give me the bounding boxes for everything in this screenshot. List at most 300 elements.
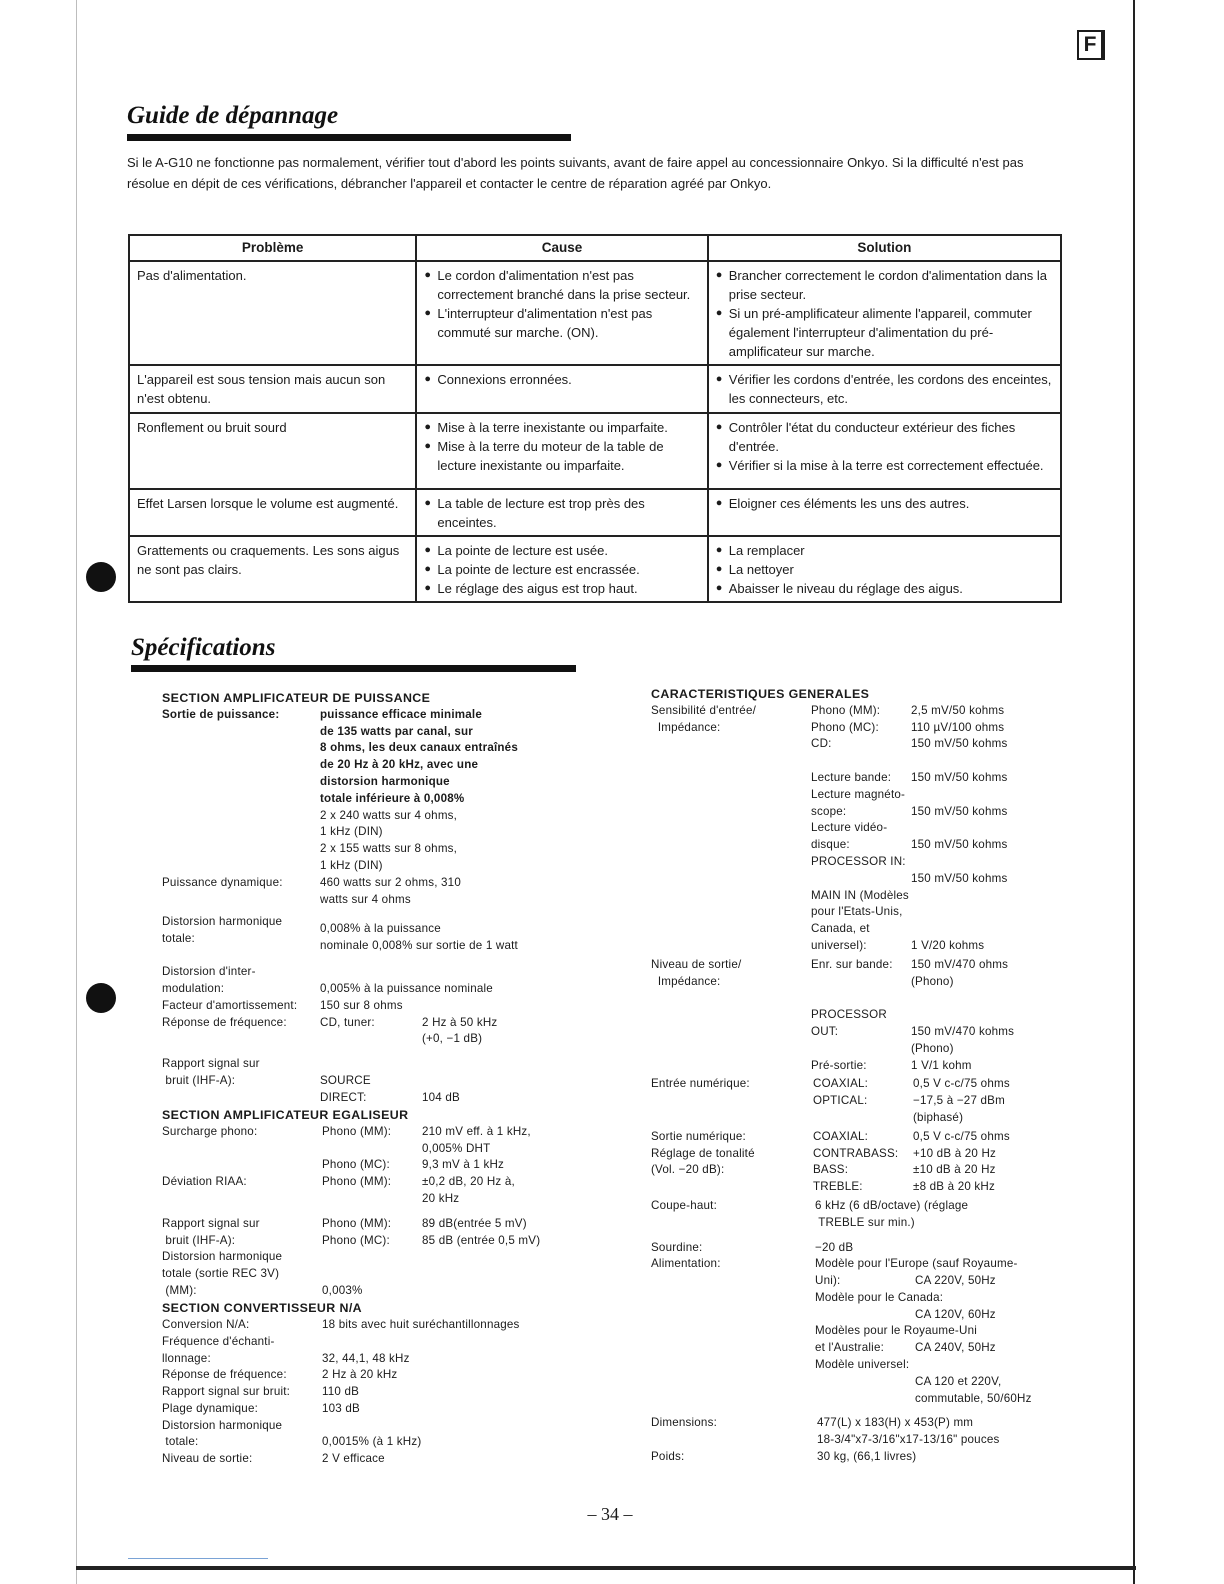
- spec-key-group: [162, 1317, 322, 1334]
- spec-row: [813, 1146, 1071, 1163]
- section-heading: SECTION AMPLIFICATEUR EGALISEUR: [162, 1107, 409, 1122]
- spec-value: 103 dB: [322, 1401, 360, 1415]
- spec-key-group: [811, 736, 911, 753]
- spec-label: Sensibilité d'entrée/: [651, 703, 757, 717]
- header-cause: Cause: [416, 235, 707, 261]
- solutions-list: [716, 266, 1053, 361]
- spec-value: 110 dB: [322, 1385, 360, 1399]
- spec-value: 477(L) x 183(H) x 453(P) mm: [817, 1416, 974, 1430]
- list-item: ● La pointe de lecture est usée.: [424, 541, 699, 560]
- spec-value: [911, 820, 1007, 837]
- spec-key-group: [162, 1401, 322, 1418]
- spec-label: Lecture bande:: [811, 770, 892, 784]
- spec-label: Enr. sur bande:: [811, 957, 893, 971]
- spec-label: totale:: [162, 932, 195, 946]
- spec-value-group: [913, 1093, 1005, 1127]
- spec-label: PROCESSOR: [811, 1008, 887, 1022]
- title-underline: [131, 665, 576, 672]
- spec-value: −20 dB: [815, 1240, 854, 1254]
- spec-value: 6 kHz (6 dB/octave) (réglage: [815, 1198, 969, 1212]
- spec-value: 0,005% à la puissance nominale: [320, 981, 493, 995]
- spec-row: [813, 1076, 1071, 1093]
- spec-value: −17,5 à −27 dBm: [913, 1094, 1005, 1108]
- solution-cell: [708, 413, 1061, 489]
- spec-label: Facteur d'amortissement:: [162, 998, 298, 1012]
- spec-label: et l'Australie:: [815, 1341, 885, 1355]
- spec-label: BASS:: [813, 1163, 849, 1177]
- spec-row: [811, 957, 1069, 991]
- right-page-edge: [1133, 0, 1135, 1584]
- spec-label: Lecture magnéto-: [811, 787, 906, 801]
- list-item: ● Contrôler l'état du conducteur extérieur des fiches d'entrée.: [716, 418, 1053, 456]
- spec-value: totale inférieure à 0,008%: [320, 791, 465, 805]
- spec-value: [911, 888, 984, 905]
- punch-hole-icon: [86, 983, 116, 1013]
- spec-key-group: [811, 703, 911, 720]
- spec-key-group: [162, 1334, 322, 1368]
- list-item: ● La pointe de lecture est encrassée.: [424, 560, 699, 579]
- spec-value: 2 x 155 watts sur 8 ohms,: [320, 842, 458, 856]
- spec-label: Conversion N/A:: [162, 1317, 250, 1331]
- spec-value: 1 kHz (DIN): [320, 825, 383, 839]
- punch-hole-icon: [86, 562, 116, 592]
- spec-row: [811, 720, 1069, 737]
- spec-row: [813, 1162, 1071, 1179]
- cause-cell: [416, 261, 707, 365]
- power-line: [815, 1307, 1065, 1324]
- spec-label: Réponse de fréquence:: [162, 1368, 287, 1382]
- spec-label: Déviation RIAA:: [162, 1175, 247, 1189]
- spec-value: 0,5 V c-c/75 ohms: [913, 1129, 1010, 1143]
- problem-cell: Grattements ou craquements. Les sons aigus ne sont pas clairs.: [129, 536, 416, 602]
- troubleshooting-intro: Si le A-G10 ne fonctionne pas normalement, vérifier tout d'abord les points suivants, avant de faire appel au concessionnaire Onkyo. Si la difficulté n'est pas résolue en dépit de ces vérifications, débrancher l'appareil et contacter le centre de réparation agréé par Onkyo.: [127, 155, 1024, 191]
- section-heading: CARACTERISTIQUES GENERALES: [651, 687, 870, 701]
- spec-label: Surcharge phono:: [162, 1124, 258, 1138]
- spec-key-group: [811, 820, 911, 854]
- power-line: [815, 1273, 1065, 1290]
- spec-value: CA 120 et 220V,: [915, 1374, 1002, 1388]
- left-page-edge: [76, 0, 77, 1584]
- spec-value: 110 µV/100 ohms: [911, 720, 1005, 734]
- spec-value-group: [911, 720, 1004, 737]
- spec-value: 8 ohms, les deux canaux entraînés: [320, 741, 518, 755]
- spec-row: [811, 1007, 1069, 1057]
- spec-value-group: [911, 888, 984, 955]
- table-row: [129, 261, 1061, 365]
- spec-value: ±8 dB à 20 kHz: [913, 1180, 995, 1194]
- problem-cell: Pas d'alimentation.: [129, 261, 416, 365]
- spec-value: 32, 44,1, 48 kHz: [322, 1351, 410, 1365]
- spec-value-group: [911, 1007, 1014, 1057]
- spec-label: [815, 1391, 915, 1408]
- spec-value: (Phono): [911, 1041, 954, 1055]
- spec-label: Pré-sortie:: [811, 1058, 867, 1072]
- spec-label: [815, 1374, 915, 1391]
- spec-value: 104 dB: [422, 1091, 460, 1105]
- spec-label: MAIN IN (Modèles: [811, 888, 909, 902]
- spec-value: CA 240V, 50Hz: [915, 1341, 996, 1355]
- spec-sublabel: Phono (MC):: [322, 1158, 390, 1172]
- spec-label: Poids:: [651, 1450, 685, 1464]
- spec-row: [811, 787, 1069, 821]
- table-row: [129, 536, 1061, 602]
- spec-label: OPTICAL:: [813, 1094, 868, 1108]
- spec-label: universel):: [811, 938, 867, 952]
- spec-value: (Phono): [911, 974, 954, 988]
- cause-cell: [416, 489, 707, 536]
- spec-label: CONTRABASS:: [813, 1146, 899, 1160]
- causes-list: [424, 370, 699, 389]
- spec-value: +10 dB à 20 Hz: [913, 1146, 997, 1160]
- specs-right-column: [651, 686, 1071, 1466]
- spec-label: CD:: [811, 737, 832, 751]
- spec-value-group: [911, 787, 1007, 821]
- spec-label: Distorsion harmonique: [162, 1250, 283, 1264]
- spec-label: [811, 871, 911, 888]
- spec-label: totale:: [162, 1435, 199, 1449]
- spec-key-group: [811, 1007, 911, 1057]
- spec-row: [811, 703, 1069, 720]
- spec-value: distorsion harmonique: [320, 774, 450, 788]
- spec-row: [162, 1401, 592, 1418]
- spec-sublabel: DIRECT:: [320, 1090, 367, 1104]
- spec-label: Niveau de sortie:: [162, 1452, 253, 1466]
- causes-list: [424, 494, 699, 532]
- spec-value: CA 220V, 50Hz: [915, 1274, 996, 1288]
- specifications-title: Spécifications: [131, 634, 276, 661]
- spec-value: 150 mV/470 ohms: [911, 957, 1009, 971]
- spec-value-group: [322, 1451, 385, 1468]
- spec-value: 2 x 240 watts sur 4 ohms,: [320, 808, 458, 822]
- spec-label: Impédance:: [651, 974, 721, 988]
- power-line: [815, 1256, 1065, 1273]
- spec-label: Distorsion harmonique: [162, 915, 283, 929]
- solutions-list: [716, 370, 1053, 408]
- spec-value-group: [322, 1418, 421, 1452]
- spec-value: 150 mV/470 kohms: [911, 1024, 1015, 1038]
- power-line: [815, 1340, 1065, 1357]
- spec-value: TREBLE sur min.): [815, 1215, 915, 1229]
- spec-key-group: [811, 753, 911, 770]
- spec-label: [815, 1307, 915, 1324]
- spec-label: (MM):: [162, 1283, 197, 1297]
- spec-row: [162, 1317, 592, 1334]
- spec-value: 2 Hz à 20 kHz: [322, 1368, 398, 1382]
- specs-left-column: [162, 690, 592, 1468]
- list-item: ● Connexions erronnées.: [424, 370, 699, 389]
- spec-row: [811, 990, 1069, 1007]
- spec-row: [162, 1418, 592, 1452]
- spec-key-group: [811, 990, 911, 1007]
- spec-label: Phono (MM):: [811, 703, 881, 717]
- spec-value-group: [911, 957, 1008, 991]
- spec-value: 2 Hz à 50 kHz: [422, 1015, 498, 1029]
- list-item: ● Eloigner ces éléments les uns des autres.: [716, 494, 1053, 513]
- spec-label: Rapport signal sur bruit:: [162, 1385, 291, 1399]
- spec-value: 89 dB(entrée 5 mV): [422, 1216, 527, 1230]
- list-item: ● Mise à la terre inexistante ou imparfaite.: [424, 418, 699, 437]
- spec-value: 210 mV eff. à 1 kHz,: [422, 1124, 531, 1138]
- spec-value: [911, 904, 984, 921]
- spec-label: Uni):: [815, 1274, 841, 1288]
- page-number: – 34 –: [587, 1504, 633, 1524]
- table-header-row: [129, 235, 1061, 261]
- spec-label: Dimensions:: [651, 1416, 717, 1430]
- cause-cell: [416, 536, 707, 602]
- list-item: ● Abaisser le niveau du réglage des aigus.: [716, 579, 1053, 598]
- spec-value: de 20 Hz à 20 kHz, avec une: [320, 758, 479, 772]
- power-line: [815, 1290, 1065, 1307]
- spec-label: Sourdine:: [651, 1240, 703, 1254]
- spec-sublabel: SOURCE: [320, 1074, 371, 1088]
- power-line: [815, 1391, 1065, 1408]
- solutions-list: [716, 541, 1053, 598]
- spec-value: 20 kHz: [422, 1191, 460, 1205]
- spec-value: 150 mV/50 kohms: [911, 737, 1008, 751]
- spec-value: 0,0015% (à 1 kHz): [322, 1435, 422, 1449]
- causes-list: [424, 266, 699, 342]
- spec-label: Rapport signal sur: [162, 1216, 260, 1230]
- spec-key-group: [813, 1162, 913, 1179]
- cause-cell: [416, 365, 707, 413]
- solution-cell: [708, 365, 1061, 413]
- spec-key-group: [811, 1058, 911, 1075]
- spec-value: watts sur 4 ohms: [320, 892, 411, 906]
- spec-key-group: [811, 871, 911, 888]
- list-item: ● Le réglage des aigus est trop haut.: [424, 579, 699, 598]
- table-row: [129, 489, 1061, 536]
- spec-key-group: [811, 888, 911, 955]
- section-heading: SECTION CONVERTISSEUR N/A: [162, 1301, 363, 1316]
- spec-label: Rapport signal sur: [162, 1057, 260, 1071]
- spec-label: modulation:: [162, 981, 225, 995]
- spec-value: CA 120V, 60Hz: [915, 1307, 996, 1321]
- power-line: [815, 1374, 1065, 1391]
- spec-value: 9,3 mV à 1 kHz: [422, 1158, 505, 1172]
- spec-value: 2,5 mV/50 kohms: [911, 703, 1005, 717]
- section-heading: SECTION AMPLIFICATEUR DE PUISSANCE: [162, 691, 431, 705]
- spec-label: Canada, et: [811, 922, 870, 936]
- spec-label: (Vol. −20 dB):: [651, 1163, 725, 1177]
- spec-label: Coupe-haut:: [651, 1198, 718, 1212]
- spec-key-group: [162, 1451, 322, 1468]
- spec-key-group: [811, 854, 911, 871]
- spec-row: [811, 871, 1069, 888]
- spec-value-group: [911, 820, 1007, 854]
- spec-row: [811, 820, 1069, 854]
- spec-key-group: [162, 1367, 322, 1384]
- spec-label: Modèle pour l'Europe (sauf Royaume-: [815, 1257, 1018, 1271]
- spec-sublabel: Phono (MC):: [322, 1233, 390, 1247]
- spec-value-group: [322, 1317, 520, 1334]
- spec-value: 460 watts sur 2 ohms, 310: [320, 875, 461, 889]
- cause-cell: [416, 413, 707, 489]
- spec-key-group: [162, 1418, 322, 1452]
- spec-value-group: [322, 1401, 360, 1418]
- spec-key-group: [813, 1076, 913, 1093]
- power-line: [815, 1323, 1065, 1340]
- list-item: ● Brancher correctement le cordon d'alimentation dans la prise secteur.: [716, 266, 1053, 304]
- spec-key-group: [813, 1179, 913, 1196]
- solutions-list: [716, 494, 1053, 513]
- spec-value: 0,5 V c-c/75 ohms: [913, 1077, 1010, 1091]
- spec-label: OUT:: [811, 1024, 839, 1038]
- list-item: ● La nettoyer: [716, 560, 1053, 579]
- spec-label: Fréquence d'échanti-: [162, 1334, 275, 1348]
- spec-row: [162, 1384, 592, 1401]
- spec-value-group: [911, 736, 1007, 753]
- spec-value-group: [911, 1058, 972, 1075]
- spec-value: [322, 1418, 421, 1435]
- spec-value: 0,008% à la puissance: [320, 922, 441, 936]
- spec-label: Plage dynamique:: [162, 1401, 259, 1415]
- spec-key-group: [811, 957, 911, 991]
- spec-label: Lecture vidéo-: [811, 821, 888, 835]
- spec-row: [811, 736, 1069, 753]
- spec-row: [811, 770, 1069, 787]
- causes-list: [424, 418, 699, 475]
- spec-label: PROCESSOR IN:: [811, 854, 906, 868]
- spec-value: (biphasé): [913, 1110, 964, 1124]
- spec-label: bruit (IHF-A):: [162, 1073, 236, 1087]
- spec-key-group: [162, 1384, 322, 1401]
- spec-value: 0,003%: [322, 1284, 363, 1298]
- list-item: ● La remplacer: [716, 541, 1053, 560]
- spec-row: [811, 1058, 1069, 1075]
- list-item: ● La table de lecture est trop près des enceintes.: [424, 494, 699, 532]
- spec-value-group: [322, 1367, 397, 1384]
- spec-sublabel: Phono (MM):: [322, 1124, 392, 1138]
- list-item: ● Mise à la terre du moteur de la table de lecture inexistante ou imparfaite.: [424, 437, 699, 475]
- spec-row: [811, 888, 1069, 955]
- spec-value-group: [322, 1384, 359, 1401]
- problem-cell: L'appareil est sous tension mais aucun son n'est obtenu.: [129, 365, 416, 413]
- causes-list: [424, 541, 699, 598]
- spec-row: [813, 1179, 1071, 1196]
- table-row: [129, 413, 1061, 489]
- header-problem: Problème: [129, 235, 416, 261]
- spec-label: Modèle universel:: [815, 1358, 910, 1372]
- spec-label: pour l'Etats-Unis,: [811, 905, 903, 919]
- spec-value: 1 kHz (DIN): [320, 858, 383, 872]
- spec-label: COAXIAL:: [813, 1077, 869, 1091]
- spec-value: 85 dB (entrée 0,5 mV): [422, 1233, 541, 1247]
- solution-cell: [708, 261, 1061, 365]
- spec-value: [911, 1007, 1014, 1024]
- spec-key-group: [813, 1093, 913, 1127]
- spec-value: ±0,2 dB, 20 Hz à,: [422, 1175, 515, 1189]
- spec-sublabel: Phono (MM):: [322, 1175, 392, 1189]
- spec-label: Réponse de fréquence:: [162, 1015, 287, 1029]
- spec-value: [911, 921, 984, 938]
- spec-value-group: [913, 1146, 996, 1163]
- spec-label: Sortie de puissance:: [162, 707, 280, 721]
- solution-cell: [708, 489, 1061, 536]
- list-item: ● Vérifier si la mise à la terre est correctement effectuée.: [716, 456, 1053, 475]
- spec-value: 30 kg, (66,1 livres): [817, 1450, 917, 1464]
- spec-label: disque:: [811, 838, 850, 852]
- spec-label: Impédance:: [651, 720, 721, 734]
- spec-value: 0,005% DHT: [422, 1141, 491, 1155]
- spec-value: commutable, 50/60Hz: [915, 1391, 1032, 1405]
- spec-value: 1 V/1 kohm: [911, 1058, 972, 1072]
- spec-value-group: [913, 1162, 996, 1179]
- spec-key-group: [811, 770, 911, 787]
- spec-value: ±10 dB à 20 Hz: [913, 1163, 996, 1177]
- spec-key-group: [811, 720, 911, 737]
- spec-value: (+0, −1 dB): [422, 1032, 483, 1046]
- troubleshooting-title: Guide de dépannage: [127, 102, 339, 129]
- spec-row: [811, 753, 1069, 770]
- spec-value-group: [913, 1179, 995, 1196]
- spec-sublabel: COAXIAL:: [813, 1129, 869, 1143]
- spec-sublabel: CD, tuner:: [320, 1015, 375, 1029]
- spec-label: Niveau de sortie/: [651, 957, 742, 971]
- spec-value: 150 sur 8 ohms: [320, 998, 403, 1012]
- spec-value: [322, 1334, 410, 1351]
- spec-label: Modèles pour le Royaume-Uni: [815, 1324, 977, 1338]
- spec-value-group: [911, 703, 1004, 720]
- spec-key-group: [811, 787, 911, 821]
- spec-label: bruit (IHF-A):: [162, 1233, 236, 1247]
- spec-label: Distorsion d'inter-: [162, 964, 256, 978]
- spec-key-group: [813, 1146, 913, 1163]
- spec-value-group: [322, 1334, 410, 1368]
- spec-label: TREBLE:: [813, 1180, 863, 1194]
- spec-label: Puissance dynamique:: [162, 875, 283, 889]
- spec-label: Réglage de tonalité: [651, 1146, 755, 1160]
- spec-value: 2 V efficace: [322, 1452, 385, 1466]
- spec-row: [162, 1334, 592, 1368]
- list-item: ● L'interrupteur d'alimentation n'est pas commuté sur marche. (ON).: [424, 304, 699, 342]
- spec-value: de 135 watts par canal, sur: [320, 724, 473, 738]
- spec-label: Entrée numérique:: [651, 1077, 750, 1091]
- solutions-list: [716, 418, 1053, 475]
- spec-label: [811, 990, 911, 1007]
- spec-label: [811, 753, 911, 770]
- spec-label: Modèle pour le Canada:: [815, 1290, 944, 1304]
- troubleshooting-table: [128, 234, 1062, 603]
- title-underline: [127, 134, 571, 141]
- spec-sublabel: Phono (MM):: [322, 1216, 392, 1230]
- power-line: [815, 1357, 1065, 1374]
- table-row: [129, 365, 1061, 413]
- spec-row: [162, 1451, 592, 1468]
- spec-value: 150 mV/50 kohms: [911, 770, 1008, 784]
- problem-cell: Ronflement ou bruit sourd: [129, 413, 416, 489]
- spec-value: 150 mV/50 kohms: [911, 838, 1008, 852]
- spec-value: puissance efficace minimale: [320, 707, 482, 721]
- spec-value-group: [911, 871, 1007, 888]
- spec-label: Sortie numérique:: [651, 1129, 746, 1143]
- spec-value: nominale 0,008% sur sortie de 1 watt: [320, 939, 518, 953]
- spec-value: 1 V/20 kohms: [911, 938, 985, 952]
- spec-label: totale (sortie REC 3V): [162, 1267, 280, 1281]
- language-badge: F: [1077, 30, 1105, 60]
- spec-value: [911, 787, 1007, 804]
- bottom-page-edge: [76, 1566, 1136, 1570]
- spec-value-group: [911, 770, 1007, 787]
- spec-value: 150 mV/50 kohms: [911, 871, 1008, 885]
- list-item: ● Le cordon d'alimentation n'est pas correctement branché dans la prise secteur.: [424, 266, 699, 304]
- header-solution: Solution: [708, 235, 1061, 261]
- spec-row: [811, 854, 1069, 871]
- solution-cell: [708, 536, 1061, 602]
- spec-value-group: [913, 1076, 1010, 1093]
- spec-value: 18-3/4"x7-3/16"x17-13/16" pouces: [817, 1433, 1000, 1447]
- spec-value: 150 mV/50 kohms: [911, 804, 1008, 818]
- spec-row: [813, 1093, 1071, 1127]
